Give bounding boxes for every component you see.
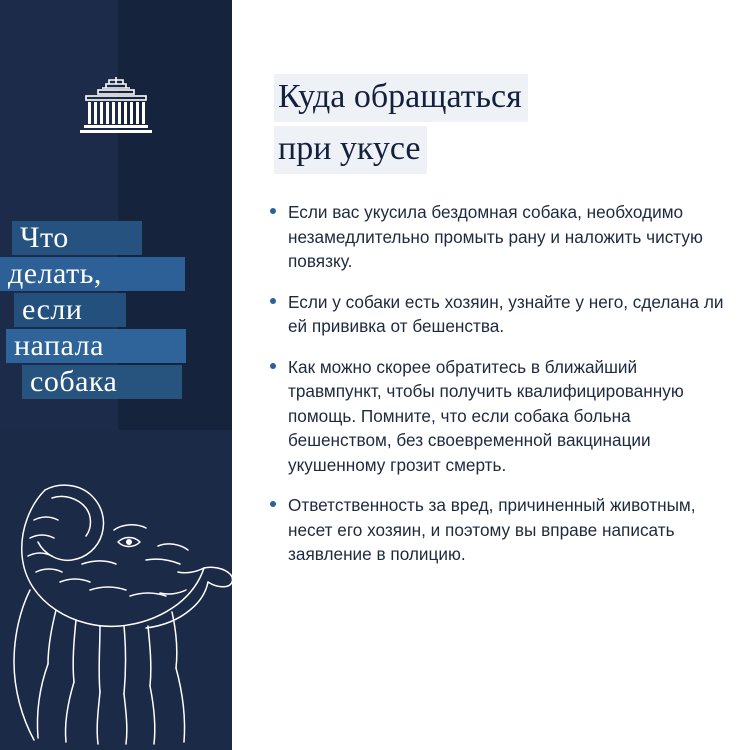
- page-title-line-1: Куда обращаться: [274, 74, 528, 122]
- left-title-line-2: делать,: [8, 257, 102, 290]
- left-title-block: [0, 215, 232, 405]
- page-title: [274, 74, 714, 178]
- list-item: [268, 200, 730, 274]
- list-item-text: Как можно скорее обратитесь в ближайший травмпункт, чтобы получить квалифицированную помощь. Помните, что если собака больна бешенством, без своевременной вакцинации укушенному грозит смерть.: [288, 356, 684, 475]
- bullet-dot-icon: [270, 501, 276, 507]
- bullet-list: [268, 200, 730, 583]
- list-item: [268, 355, 730, 478]
- content-panel: [232, 0, 750, 750]
- government-building-emblem: [76, 74, 156, 136]
- list-item-text: Если у собаки есть хозяин, узнайте у него, сделана ли ей прививка от бешенства.: [288, 291, 724, 336]
- list-item-text: Ответственность за вред, причиненный животным, несет его хозяин, и поэтому вы вправе написать заявление в полицию.: [288, 495, 696, 564]
- left-title-line-3: если: [22, 293, 83, 326]
- bullet-dot-icon: [270, 298, 276, 304]
- list-item: [268, 493, 730, 567]
- left-panel: [0, 0, 232, 750]
- page-title-line-2: при укусе: [274, 126, 427, 174]
- list-item-text: Если вас укусила бездомная собака, необходимо незамедлительно промыть рану и наложить чистую повязку.: [288, 202, 703, 271]
- dog-line-illustration: [0, 450, 232, 750]
- bullet-dot-icon: [270, 363, 276, 369]
- left-title-line-4: напала: [14, 329, 104, 362]
- list-item: [268, 290, 730, 339]
- left-title-line-1: Что: [20, 221, 69, 254]
- bullet-dot-icon: [270, 208, 276, 214]
- left-title-line-5: собака: [30, 365, 118, 398]
